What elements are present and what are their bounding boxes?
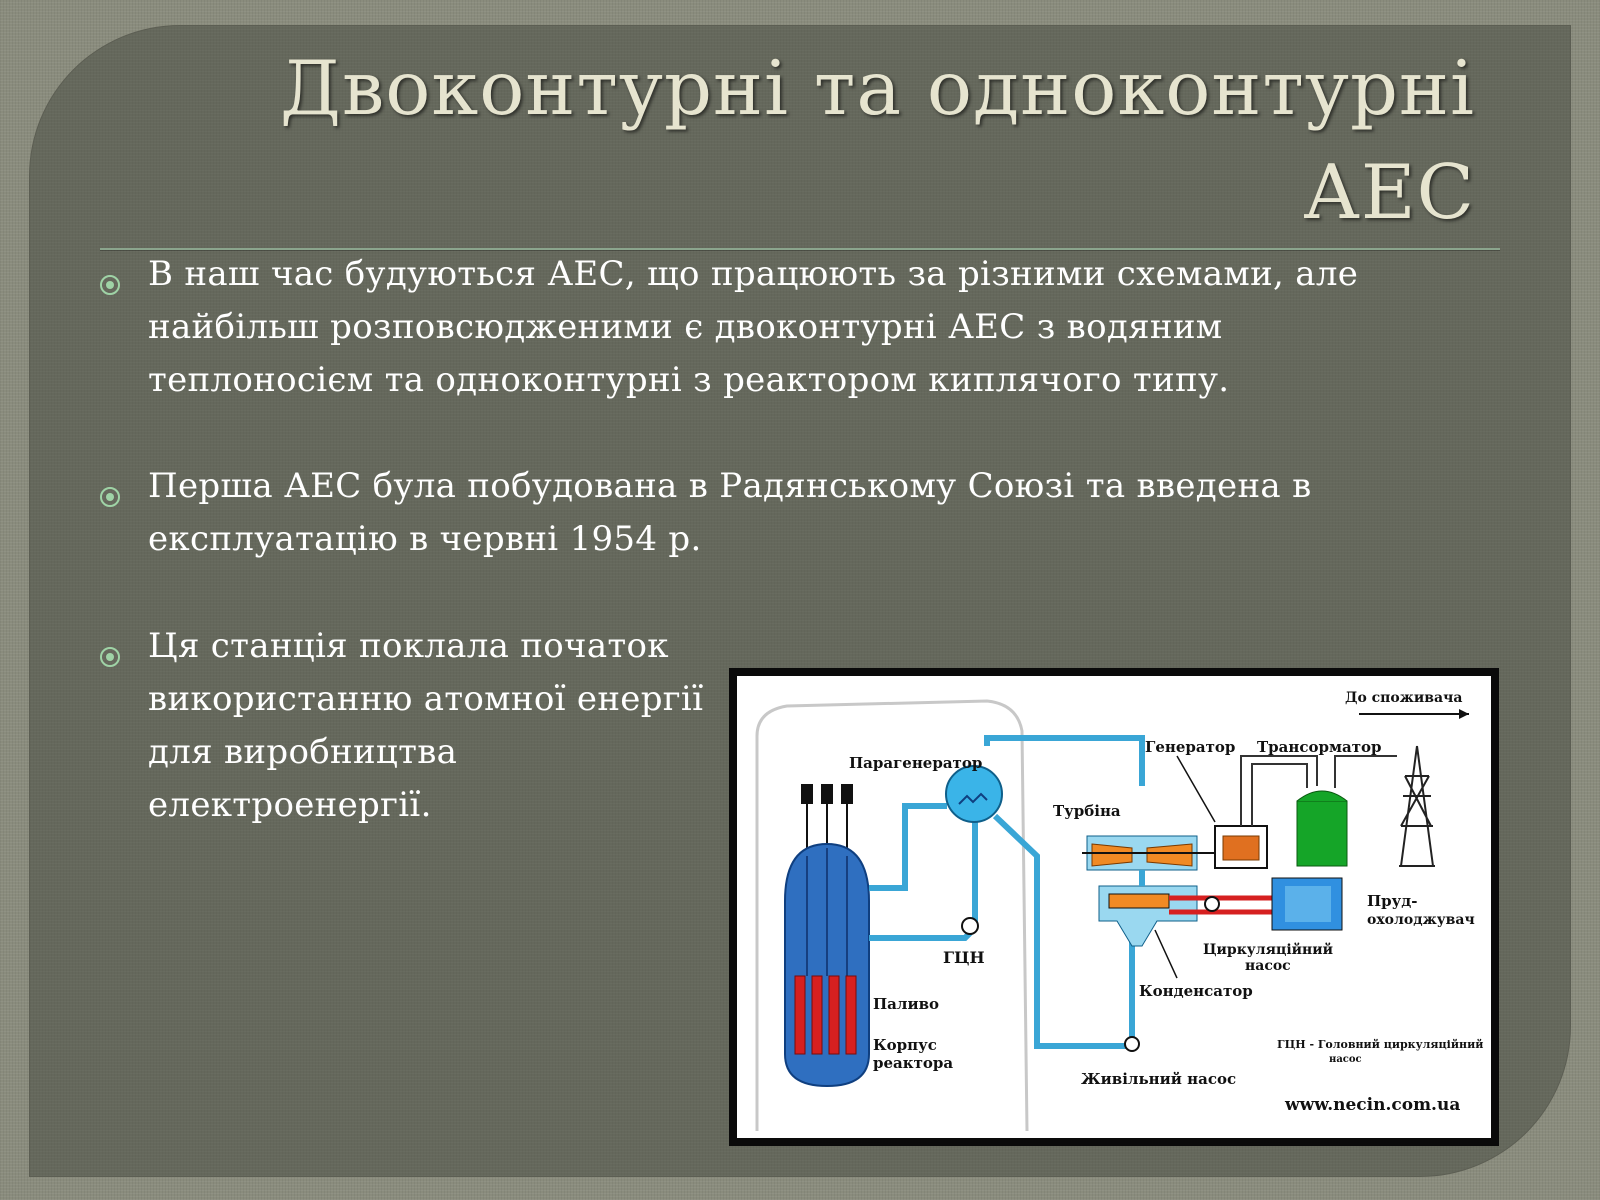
title-line-2: АЕС: [1303, 148, 1475, 236]
bullet-text: Перша АЕС була побудована в Радянському Союзі та введена в експлуатацію в червні 1954 р.: [148, 466, 1312, 559]
control-rod: [801, 784, 813, 804]
fuel-rod: [846, 976, 856, 1054]
label-condenser: Конденсатор: [1139, 982, 1253, 1000]
circle-bullet-icon: [100, 647, 120, 667]
label-circulation-pump: Циркуляційний: [1203, 942, 1334, 958]
label-cooling-pond-2: охолоджувач: [1367, 912, 1475, 928]
label-feed-pump: Живільний насос: [1081, 1070, 1237, 1088]
npp-diagram-image: [729, 668, 1499, 1146]
control-rod: [821, 784, 833, 804]
label-mcp: ГЦН: [943, 948, 985, 967]
label-steam-generator: Парагенератор: [849, 754, 983, 772]
label-circulation-pump-2: насос: [1245, 958, 1291, 974]
generator-core: [1223, 836, 1259, 860]
label-generator: Генератор: [1145, 738, 1236, 756]
feed-pump-icon: [1125, 1037, 1139, 1051]
main-circulation-pump-icon: [962, 918, 978, 934]
fuel-rod: [829, 976, 839, 1054]
label-legend-2: насос: [1329, 1054, 1362, 1065]
label-cooling-pond: Пруд-: [1367, 892, 1418, 910]
label-source-url: www.necin.com.ua: [1285, 1095, 1461, 1115]
circle-bullet-icon: [100, 487, 120, 507]
circulation-pump-icon: [1205, 897, 1219, 911]
condenser-tubes: [1109, 894, 1169, 908]
slide-title: [175, 36, 1475, 244]
label-fuel: Паливо: [873, 995, 940, 1013]
steam-generator: [946, 766, 1002, 822]
fuel-rod: [795, 976, 805, 1054]
label-transformer: Трансорматор: [1257, 738, 1382, 756]
bullet-text: Ця станція поклала початок використанню атомної енергії для виробництва електроенергії.: [148, 626, 704, 825]
fuel-rod: [812, 976, 822, 1054]
circle-bullet-icon: [100, 275, 120, 295]
npp-diagram-svg: [737, 676, 1491, 1138]
control-rod: [841, 784, 853, 804]
title-line-1: Двоконтурні та одноконтурні: [280, 44, 1475, 132]
label-vessel: Корпус: [873, 1036, 937, 1054]
bullet-text: В наш час будуються АЕС, що працюють за різними схемами, але найбільш розповсюдженими є двоконтурні АЕС з водяним теплоносієм та одноконтурні з реактором киплячого типу.: [148, 254, 1359, 400]
label-legend: ГЦН - Головний циркуляційний: [1277, 1038, 1484, 1051]
label-turbine: Турбіна: [1053, 802, 1121, 820]
turbine-rotor: [1092, 844, 1132, 866]
label-to-consumer: До споживача: [1345, 690, 1463, 706]
label-vessel-2: реактора: [873, 1054, 954, 1072]
transformer: [1297, 801, 1347, 866]
